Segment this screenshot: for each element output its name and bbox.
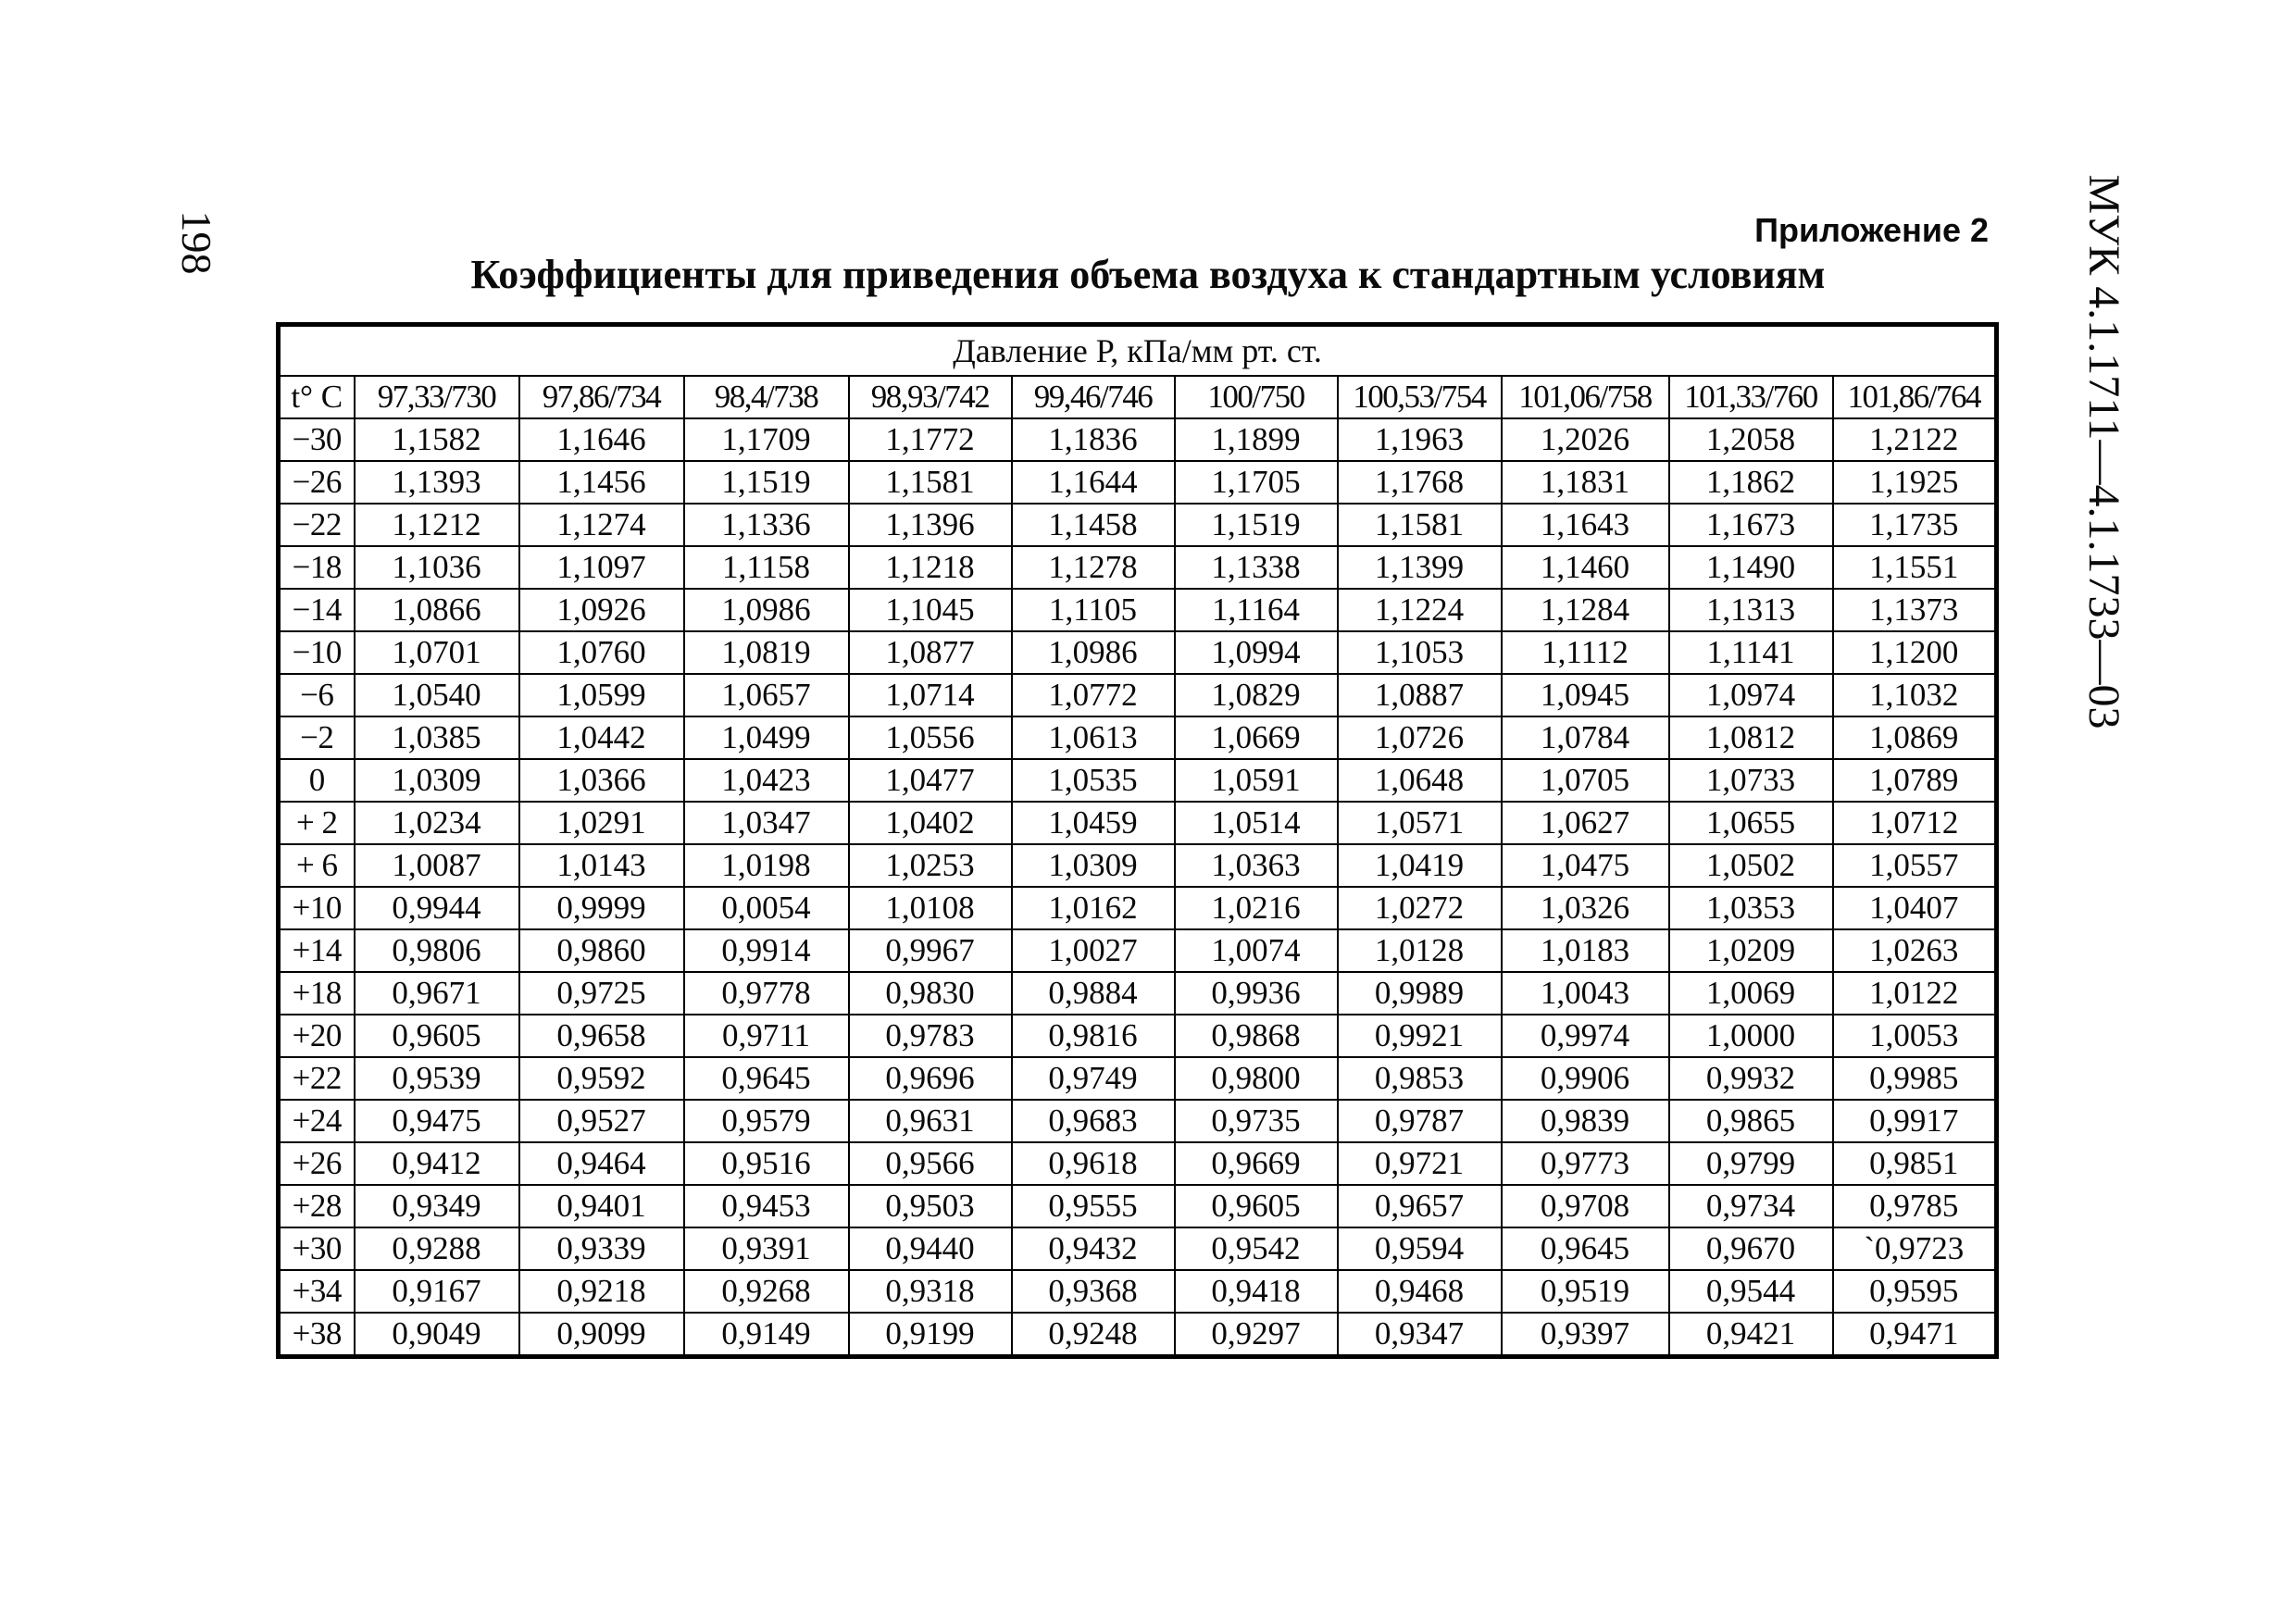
coefficient-cell: 1,0000 (1669, 1015, 1833, 1057)
coefficient-cell: 0,9468 (1338, 1270, 1502, 1313)
temperature-cell: −22 (279, 504, 355, 546)
pressure-caption: Давление Р, кПа/мм рт. ст. (279, 325, 1997, 377)
coefficient-cell: 0,9865 (1669, 1100, 1833, 1142)
coefficient-cell: 1,0760 (519, 631, 684, 674)
coefficient-cell: 1,0669 (1175, 716, 1338, 759)
table-row (279, 972, 1997, 1015)
coefficient-cell: 1,1336 (684, 504, 849, 546)
coefficient-cell: 1,0926 (519, 589, 684, 631)
temperature-cell: −2 (279, 716, 355, 759)
coefficient-cell: 1,1582 (355, 418, 519, 461)
coefficient-cell: 0,9868 (1175, 1015, 1338, 1057)
coefficient-cell: 1,1284 (1502, 589, 1669, 631)
coefficient-cell: 1,0705 (1502, 759, 1669, 802)
table-row (279, 887, 1997, 929)
coefficient-cell: 0,9297 (1175, 1313, 1338, 1357)
pressure-column-header: 101,33/760 (1669, 376, 1833, 418)
pressure-column-header: 97,33/730 (355, 376, 519, 418)
coefficient-cell: 1,0442 (519, 716, 684, 759)
coefficient-cell: 0,9248 (1012, 1313, 1175, 1357)
coefficient-cell: 1,1768 (1338, 461, 1502, 504)
coefficient-cell: 0,9734 (1669, 1185, 1833, 1227)
table-header-row (279, 376, 1997, 418)
coefficient-cell: 1,1673 (1669, 504, 1833, 546)
coefficient-cell: 0,9288 (355, 1227, 519, 1270)
temperature-cell: + 6 (279, 844, 355, 887)
coefficient-cell: 0,9921 (1338, 1015, 1502, 1057)
coefficient-cell: 1,1112 (1502, 631, 1669, 674)
coefficient-cell: 1,0272 (1338, 887, 1502, 929)
coefficient-cell: 1,0789 (1833, 759, 1997, 802)
coefficient-cell: 1,1862 (1669, 461, 1833, 504)
coefficient-cell: 0,9453 (684, 1185, 849, 1227)
coefficient-cell: 0,9631 (849, 1100, 1012, 1142)
coefficient-cell: 0,9432 (1012, 1227, 1175, 1270)
coefficient-cell: 1,1036 (355, 546, 519, 589)
coefficient-cell: 0,9999 (519, 887, 684, 929)
coefficient-cell: 1,1274 (519, 504, 684, 546)
coefficient-cell: 1,0945 (1502, 674, 1669, 716)
coefficient-cell: 0,9721 (1338, 1142, 1502, 1185)
coefficient-cell: 0,9268 (684, 1270, 849, 1313)
coefficient-cell: 1,0069 (1669, 972, 1833, 1015)
coefficient-cell: 1,0363 (1175, 844, 1338, 887)
coefficient-cell: 1,0557 (1833, 844, 1997, 887)
coefficient-cell: 0,9464 (519, 1142, 684, 1185)
document-code: МУК 4.1.1711—4.1.1733—03 (2079, 174, 2128, 729)
coefficient-cell: 1,1646 (519, 418, 684, 461)
coefficient-cell: 0,9800 (1175, 1057, 1338, 1100)
pressure-column-header: 101,86/764 (1833, 376, 1997, 418)
coefficient-cell: 0,9579 (684, 1100, 849, 1142)
coefficient-cell: 0,9645 (684, 1057, 849, 1100)
table-row (279, 1100, 1997, 1142)
table-row (279, 418, 1997, 461)
coefficient-cell: 0,9785 (1833, 1185, 1997, 1227)
table-row (279, 546, 1997, 589)
table-title: Коэффициенты для приведения объема воздуха к стандартным условиям (470, 252, 1826, 297)
coefficient-cell: 1,0829 (1175, 674, 1338, 716)
coefficient-cell: 1,0714 (849, 674, 1012, 716)
coefficient-cell: 1,0143 (519, 844, 684, 887)
table-caption-row (279, 325, 1997, 377)
temperature-cell: +22 (279, 1057, 355, 1100)
coefficient-cell: 0,9421 (1669, 1313, 1833, 1357)
coefficient-cell: 1,1032 (1833, 674, 1997, 716)
coefficient-cell: 0,9778 (684, 972, 849, 1015)
temperature-cell: −10 (279, 631, 355, 674)
coefficient-cell: 0,9605 (1175, 1185, 1338, 1227)
table-row (279, 1227, 1997, 1270)
coefficient-cell: 1,2058 (1669, 418, 1833, 461)
table-row (279, 589, 1997, 631)
coefficient-cell: 0,9645 (1502, 1227, 1669, 1270)
coefficient-cell: 1,1705 (1175, 461, 1338, 504)
coefficient-cell: 1,0253 (849, 844, 1012, 887)
coefficient-cell: 0,9884 (1012, 972, 1175, 1015)
table-row (279, 1015, 1997, 1057)
coefficient-cell: 0,9708 (1502, 1185, 1669, 1227)
coefficient-cell: 1,1456 (519, 461, 684, 504)
pressure-column-header: 99,46/746 (1012, 376, 1175, 418)
coefficient-cell: 0,9839 (1502, 1100, 1669, 1142)
coefficient-cell: 1,1313 (1669, 589, 1833, 631)
coefficient-cell: 1,0986 (1012, 631, 1175, 674)
temperature-cell: +18 (279, 972, 355, 1015)
coefficient-cell: 1,0986 (684, 589, 849, 631)
coefficient-cell: 1,0043 (1502, 972, 1669, 1015)
coefficient-cell: 0,9471 (1833, 1313, 1997, 1357)
coefficient-cell: 0,9932 (1669, 1057, 1833, 1100)
table-row (279, 716, 1997, 759)
coefficient-cell: 1,1393 (355, 461, 519, 504)
coefficient-cell: 1,1458 (1012, 504, 1175, 546)
coefficient-cell: 1,0499 (684, 716, 849, 759)
coefficient-cell: 1,1278 (1012, 546, 1175, 589)
coefficient-cell: 1,0887 (1338, 674, 1502, 716)
pressure-column-header: 97,86/734 (519, 376, 684, 418)
coefficient-cell: 1,0540 (355, 674, 519, 716)
coefficient-cell: 0,9592 (519, 1057, 684, 1100)
coefficient-cell: 0,9218 (519, 1270, 684, 1313)
coefficient-cell: 0,9099 (519, 1313, 684, 1357)
coefficient-cell: 1,0627 (1502, 802, 1669, 844)
coefficient-cell: 1,1224 (1338, 589, 1502, 631)
coefficient-cell: `0,9723 (1833, 1227, 1997, 1270)
coefficient-cell: 1,1399 (1338, 546, 1502, 589)
coefficient-cell: 1,1581 (849, 461, 1012, 504)
coefficient-cell: 1,0209 (1669, 929, 1833, 972)
coefficient-cell: 0,9440 (849, 1227, 1012, 1270)
coefficient-cell: 1,0027 (1012, 929, 1175, 972)
coefficient-cell: 0,9418 (1175, 1270, 1338, 1313)
coefficient-cell: 1,1212 (355, 504, 519, 546)
coefficient-cell: 0,9503 (849, 1185, 1012, 1227)
coefficient-cell: 0,9967 (849, 929, 1012, 972)
temperature-cell: −14 (279, 589, 355, 631)
coefficient-cell: 1,0309 (1012, 844, 1175, 887)
coefficient-cell: 0,9670 (1669, 1227, 1833, 1270)
coefficient-cell: 1,0657 (684, 674, 849, 716)
coefficient-cell: 0,9149 (684, 1313, 849, 1357)
temperature-cell: +14 (279, 929, 355, 972)
coefficient-cell: 1,0263 (1833, 929, 1997, 972)
coefficient-cell: 1,0407 (1833, 887, 1997, 929)
coefficient-cell: 0,9595 (1833, 1270, 1997, 1313)
coefficient-cell: 1,0108 (849, 887, 1012, 929)
coefficient-cell: 0,9783 (849, 1015, 1012, 1057)
coefficient-cell: 0,9787 (1338, 1100, 1502, 1142)
coefficient-cell: 0,9516 (684, 1142, 849, 1185)
coefficient-cell: 1,1644 (1012, 461, 1175, 504)
coefficient-cell: 0,9851 (1833, 1142, 1997, 1185)
coefficient-cell: 1,1925 (1833, 461, 1997, 504)
coefficient-cell: 0,9368 (1012, 1270, 1175, 1313)
table-row (279, 929, 1997, 972)
coefficient-cell: 1,0772 (1012, 674, 1175, 716)
coefficient-cell: 1,0477 (849, 759, 1012, 802)
coefficient-cell: 1,1643 (1502, 504, 1669, 546)
coefficient-cell: 0,9936 (1175, 972, 1338, 1015)
coefficient-cell: 1,0353 (1669, 887, 1833, 929)
coefficient-cell: 0,9671 (355, 972, 519, 1015)
coefficient-cell: 1,0459 (1012, 802, 1175, 844)
coefficient-cell: 0,9618 (1012, 1142, 1175, 1185)
temperature-cell: +34 (279, 1270, 355, 1313)
appendix-label: Приложение 2 (1754, 211, 1989, 249)
coefficient-cell: 1,1735 (1833, 504, 1997, 546)
coefficient-cell: 1,1396 (849, 504, 1012, 546)
coefficient-cell: 0,9542 (1175, 1227, 1338, 1270)
coefficient-cell: 0,9339 (519, 1227, 684, 1270)
coefficient-cell: 1,0514 (1175, 802, 1338, 844)
temperature-cell: +10 (279, 887, 355, 929)
temperature-cell: −6 (279, 674, 355, 716)
coefficient-cell: 1,1164 (1175, 589, 1338, 631)
coefficient-cell: 1,1097 (519, 546, 684, 589)
coefficient-cell: 1,0701 (355, 631, 519, 674)
coefficient-cell: 1,0216 (1175, 887, 1338, 929)
coefficient-cell: 1,1709 (684, 418, 849, 461)
coefficient-cell: 0,9318 (849, 1270, 1012, 1313)
pressure-column-header: 100,53/754 (1338, 376, 1502, 418)
coefficient-cell: 0,9806 (355, 929, 519, 972)
coefficient-cell: 1,1551 (1833, 546, 1997, 589)
table-row (279, 802, 1997, 844)
coefficient-cell: 1,2122 (1833, 418, 1997, 461)
temperature-cell: + 2 (279, 802, 355, 844)
coefficient-cell: 1,1519 (684, 461, 849, 504)
coefficient-cell: 1,0648 (1338, 759, 1502, 802)
coefficient-cell: 1,0053 (1833, 1015, 1997, 1057)
coefficient-cell: 0,9711 (684, 1015, 849, 1057)
coefficient-cell: 1,0475 (1502, 844, 1669, 887)
coefficient-cell: 0,9199 (849, 1313, 1012, 1357)
coefficient-cell: 0,9853 (1338, 1057, 1502, 1100)
coefficient-cell: 0,9605 (355, 1015, 519, 1057)
coefficient-cell: 1,0162 (1012, 887, 1175, 929)
coefficient-cell: 0,9544 (1669, 1270, 1833, 1313)
coefficient-cell: 1,0733 (1669, 759, 1833, 802)
coefficient-cell: 0,9412 (355, 1142, 519, 1185)
coefficient-cell: 0,9475 (355, 1100, 519, 1142)
coefficients-table (276, 322, 1999, 1359)
coefficient-cell: 0,9349 (355, 1185, 519, 1227)
temperature-cell: +30 (279, 1227, 355, 1270)
table-row (279, 1270, 1997, 1313)
coefficient-cell: 1,1772 (849, 418, 1012, 461)
coefficient-cell: 0,9830 (849, 972, 1012, 1015)
coefficient-cell: 0,9989 (1338, 972, 1502, 1015)
coefficient-cell: 0,9974 (1502, 1015, 1669, 1057)
coefficient-cell: 0,9167 (355, 1270, 519, 1313)
coefficient-cell: 1,0402 (849, 802, 1012, 844)
coefficient-cell: 0,9397 (1502, 1313, 1669, 1357)
table-row (279, 461, 1997, 504)
coefficient-cell: 1,0291 (519, 802, 684, 844)
coefficient-cell: 1,0866 (355, 589, 519, 631)
temperature-cell: +28 (279, 1185, 355, 1227)
coefficient-cell: 0,9914 (684, 929, 849, 972)
temperature-cell: +20 (279, 1015, 355, 1057)
temperature-header: t° С (279, 376, 355, 418)
coefficient-cell: 0,9527 (519, 1100, 684, 1142)
coefficient-cell: 1,1373 (1833, 589, 1997, 631)
coefficient-cell: 1,0877 (849, 631, 1012, 674)
coefficient-cell: 1,0784 (1502, 716, 1669, 759)
coefficient-cell: 1,1899 (1175, 418, 1338, 461)
coefficient-cell: 1,1218 (849, 546, 1012, 589)
coefficient-cell: 0,9347 (1338, 1313, 1502, 1357)
coefficient-cell: 1,0571 (1338, 802, 1502, 844)
coefficient-cell: 0,9773 (1502, 1142, 1669, 1185)
coefficient-cell: 0,9539 (355, 1057, 519, 1100)
table-row (279, 631, 1997, 674)
coefficient-cell: 1,1158 (684, 546, 849, 589)
coefficient-cell: 0,9391 (684, 1227, 849, 1270)
table-row (279, 844, 1997, 887)
coefficient-cell: 0,9669 (1175, 1142, 1338, 1185)
coefficient-cell: 1,0655 (1669, 802, 1833, 844)
coefficient-cell: 0,0054 (684, 887, 849, 929)
coefficient-cell: 1,0556 (849, 716, 1012, 759)
temperature-cell: +38 (279, 1313, 355, 1357)
coefficient-cell: 1,1460 (1502, 546, 1669, 589)
coefficient-cell: 1,0819 (684, 631, 849, 674)
coefficient-cell: 1,0128 (1338, 929, 1502, 972)
pressure-column-header: 101,06/758 (1502, 376, 1669, 418)
coefficient-cell: 0,9683 (1012, 1100, 1175, 1142)
coefficient-cell: 1,0366 (519, 759, 684, 802)
coefficient-cell: 0,9555 (1012, 1185, 1175, 1227)
coefficient-cell: 1,1338 (1175, 546, 1338, 589)
coefficient-cell: 0,9944 (355, 887, 519, 929)
coefficient-cell: 1,1581 (1338, 504, 1502, 546)
pressure-column-header: 100/750 (1175, 376, 1338, 418)
temperature-cell: +24 (279, 1100, 355, 1142)
coefficient-cell: 1,0613 (1012, 716, 1175, 759)
coefficient-cell: 0,9401 (519, 1185, 684, 1227)
table-row (279, 674, 1997, 716)
coefficient-cell: 1,0535 (1012, 759, 1175, 802)
coefficient-cell: 1,0122 (1833, 972, 1997, 1015)
coefficient-cell: 1,0347 (684, 802, 849, 844)
coefficient-cell: 1,0591 (1175, 759, 1338, 802)
coefficient-cell: 1,0869 (1833, 716, 1997, 759)
coefficient-cell: 1,1200 (1833, 631, 1997, 674)
temperature-cell: −30 (279, 418, 355, 461)
coefficient-cell: 1,0599 (519, 674, 684, 716)
table-row (279, 759, 1997, 802)
table-row (279, 1185, 1997, 1227)
coefficient-cell: 1,0419 (1338, 844, 1502, 887)
coefficient-cell: 1,0502 (1669, 844, 1833, 887)
coefficient-cell: 1,0726 (1338, 716, 1502, 759)
page-number: 198 (173, 210, 220, 275)
coefficient-cell: 1,0183 (1502, 929, 1669, 972)
coefficient-cell: 1,0309 (355, 759, 519, 802)
coefficient-cell: 1,0385 (355, 716, 519, 759)
coefficient-cell: 1,1963 (1338, 418, 1502, 461)
coefficient-cell: 1,0326 (1502, 887, 1669, 929)
table-row (279, 1057, 1997, 1100)
coefficient-cell: 0,9049 (355, 1313, 519, 1357)
temperature-cell: −18 (279, 546, 355, 589)
coefficient-cell: 0,9735 (1175, 1100, 1338, 1142)
coefficient-cell: 0,9725 (519, 972, 684, 1015)
table-row (279, 504, 1997, 546)
coefficient-cell: 0,9917 (1833, 1100, 1997, 1142)
coefficient-cell: 1,1053 (1338, 631, 1502, 674)
coefficient-cell: 1,0994 (1175, 631, 1338, 674)
coefficient-cell: 1,0198 (684, 844, 849, 887)
coefficient-cell: 0,9519 (1502, 1270, 1669, 1313)
coefficient-cell: 0,9658 (519, 1015, 684, 1057)
coefficient-cell: 0,9657 (1338, 1185, 1502, 1227)
coefficient-cell: 1,0974 (1669, 674, 1833, 716)
coefficient-cell: 0,9860 (519, 929, 684, 972)
temperature-cell: 0 (279, 759, 355, 802)
temperature-cell: −26 (279, 461, 355, 504)
temperature-cell: +26 (279, 1142, 355, 1185)
coefficient-cell: 1,0812 (1669, 716, 1833, 759)
coefficient-cell: 1,2026 (1502, 418, 1669, 461)
coefficient-cell: 1,0712 (1833, 802, 1997, 844)
coefficient-cell: 0,9985 (1833, 1057, 1997, 1100)
table-row (279, 1142, 1997, 1185)
coefficient-cell: 0,9594 (1338, 1227, 1502, 1270)
coefficient-cell: 0,9696 (849, 1057, 1012, 1100)
coefficient-cell: 0,9816 (1012, 1015, 1175, 1057)
pressure-column-header: 98,4/738 (684, 376, 849, 418)
coefficient-cell: 1,0074 (1175, 929, 1338, 972)
coefficient-cell: 1,1519 (1175, 504, 1338, 546)
coefficient-cell: 0,9749 (1012, 1057, 1175, 1100)
coefficient-cell: 1,1045 (849, 589, 1012, 631)
coefficient-cell: 0,9799 (1669, 1142, 1833, 1185)
coefficient-cell: 1,0423 (684, 759, 849, 802)
table-row (279, 1313, 1997, 1357)
coefficient-cell: 1,1836 (1012, 418, 1175, 461)
coefficient-cell: 1,1490 (1669, 546, 1833, 589)
coefficient-cell: 1,1105 (1012, 589, 1175, 631)
pressure-column-header: 98,93/742 (849, 376, 1012, 418)
coefficient-cell: 1,0234 (355, 802, 519, 844)
coefficient-cell: 0,9906 (1502, 1057, 1669, 1100)
coefficient-cell: 1,1831 (1502, 461, 1669, 504)
coefficient-cell: 0,9566 (849, 1142, 1012, 1185)
coefficient-cell: 1,0087 (355, 844, 519, 887)
coefficient-cell: 1,1141 (1669, 631, 1833, 674)
